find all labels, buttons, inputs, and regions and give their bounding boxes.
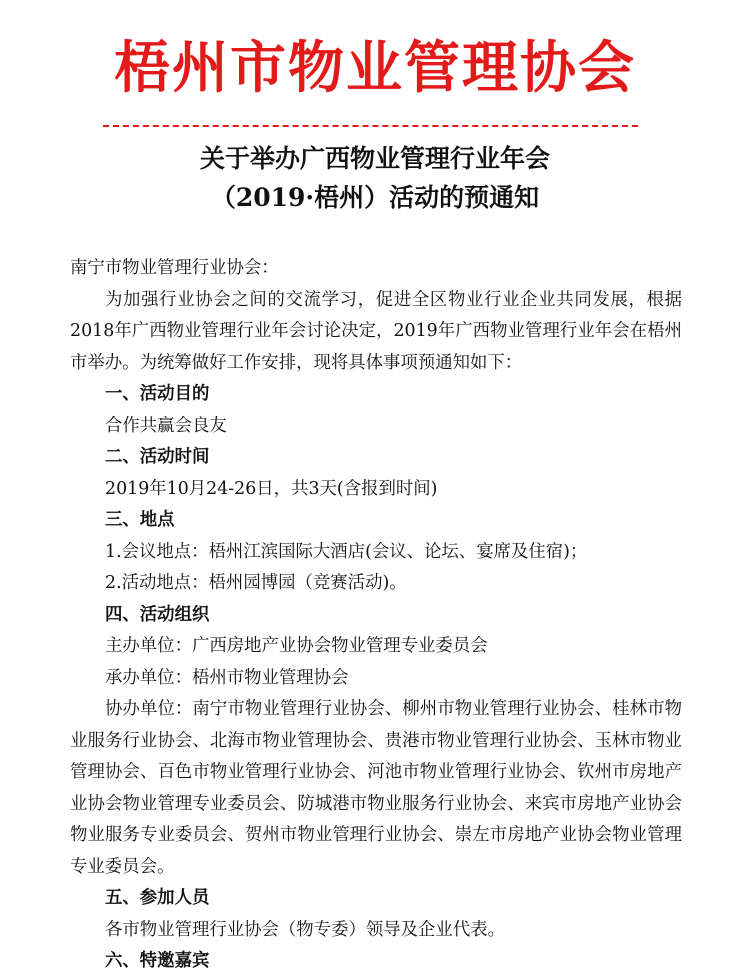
section-heading-time: 二、活动时间 — [105, 447, 210, 467]
co-organizer-paragraph: 协办单位：南宁市物业管理行业协会、柳州市物业管理行业协会、桂林市物业服务行业协会、北海市物业管理协会、贵港市物业管理行业协会、玉林市物业管理协会、百色市物业管理行业协会、河池市物业管理行业协会、钦州市房地产业协会物业管理专业委员会、防城港市物业服务行业协会、来宾市房地产业协会物业服务专业委员会、贺州市物业管理行业协会、崇左市房地产业协会物业管理专业委员会。 — [70, 699, 682, 877]
section-heading-special-guests: 六、特邀嘉宾 — [105, 951, 210, 971]
notice-body — [70, 253, 682, 978]
intro-paragraph: 为加强行业协会之间的交流学习，促进全区物业行业企业共同发展，根据2018年广西物业管理行业年会讨论决定，2019年广西物业管理行业年会在梧州市举办。为统筹做好工作安排，现将具体事项预通知如下： — [70, 289, 682, 373]
addressee: 南宁市物业管理行业协会： — [70, 258, 279, 278]
letterhead-org-name: 梧州市物业管理协会 — [114, 36, 636, 101]
section-heading-organization: 四、活动组织 — [105, 604, 210, 625]
section-heading-location: 三、地点 — [105, 510, 175, 530]
section-line: 合作共赢会良友 — [105, 415, 227, 436]
section-heading-purpose: 一、活动目的 — [105, 384, 210, 404]
notice-title-line-1: 关于举办广西物业管理行业年会 — [199, 144, 550, 173]
letterhead-divider — [103, 125, 638, 127]
section-line: 各市物业管理行业协会（物专委）领导及企业代表。 — [105, 919, 505, 940]
notice-title-line-2: （2019·梧州）活动的预通知 — [210, 183, 540, 212]
section-heading-participants: 五、参加人员 — [105, 888, 210, 908]
undertaker-line: 承办单位：梧州市物业管理协会 — [105, 667, 349, 688]
organizer-line: 主办单位：广西房地产业协会物业管理专业委员会 — [105, 636, 488, 656]
section-line: 1.会议地点：梧州江滨国际大酒店(会议、论坛、宴席及住宿)； — [105, 541, 588, 562]
section-line: 2019年10月24-26日，共3天(含报到时间) — [105, 478, 438, 499]
section-line: 2.活动地点：梧州园博园（竞赛活动)。 — [105, 573, 407, 593]
